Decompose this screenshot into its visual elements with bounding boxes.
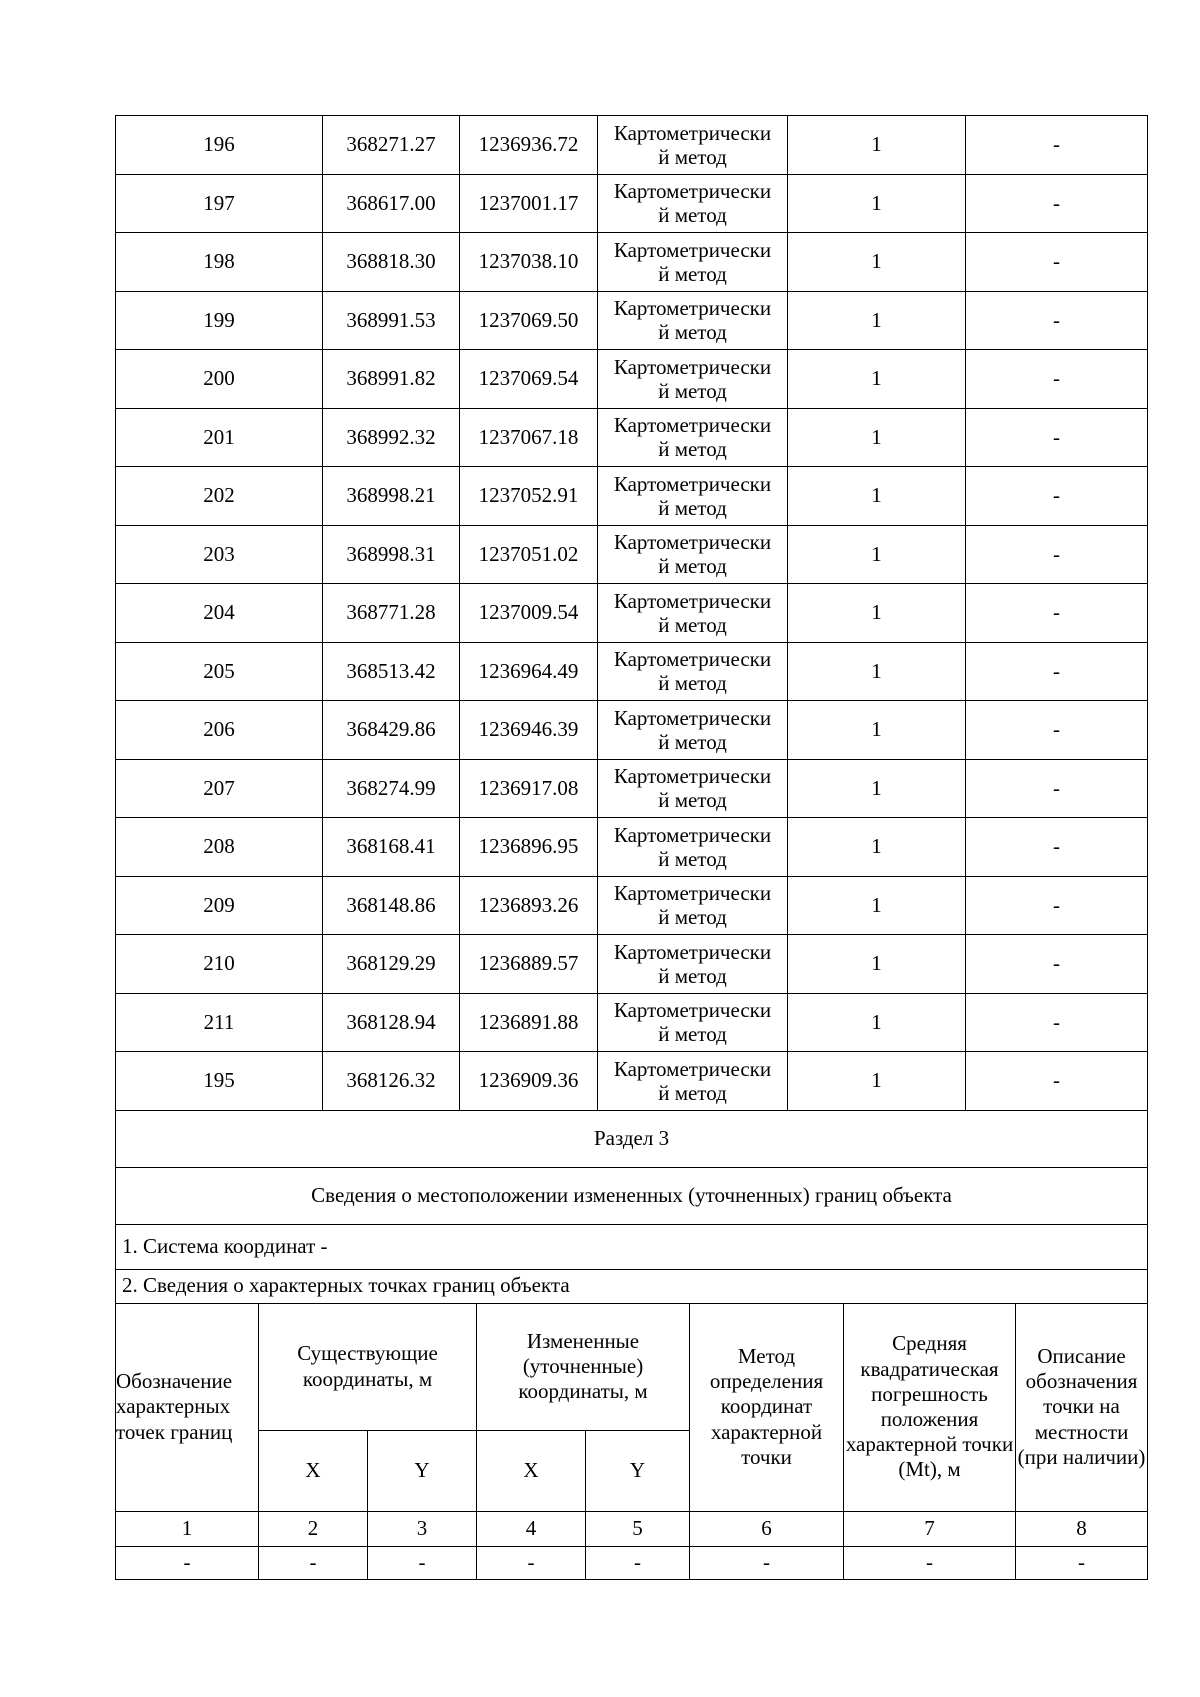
document-page (115, 115, 1147, 1580)
column-number: 4 (477, 1511, 586, 1546)
header-changed-x: X (477, 1430, 586, 1511)
table-row (116, 233, 1148, 292)
empty-cell: - (586, 1546, 690, 1579)
cell-x: 368128.94 (323, 993, 460, 1052)
empty-cell: - (259, 1546, 368, 1579)
header-existing-y: Y (368, 1430, 477, 1511)
points-info-label: 2. Сведения о характерных точках границ объекта (116, 1269, 1148, 1303)
method-line: Картометрически (613, 413, 772, 438)
table-row (116, 701, 1148, 760)
column-number: 7 (844, 1511, 1016, 1546)
cell-description: - (966, 993, 1148, 1052)
cell-x: 368168.41 (323, 818, 460, 877)
cell-point: 203 (116, 525, 323, 584)
method-line: Картометрически (613, 939, 772, 964)
cell-point: 196 (116, 116, 323, 175)
cell-x: 368771.28 (323, 584, 460, 643)
cell-y: 1237069.54 (460, 350, 598, 409)
table-row (116, 408, 1148, 467)
method-line: Картометрически (613, 647, 772, 672)
cell-point: 202 (116, 467, 323, 526)
method-line: Картометрически (613, 822, 772, 847)
cell-accuracy: 1 (788, 935, 966, 994)
method-line: Картометрически (613, 705, 772, 730)
cell-point: 209 (116, 876, 323, 935)
method-line: Картометрически (613, 998, 772, 1023)
method-line: й метод (658, 320, 727, 345)
cell-accuracy: 1 (788, 233, 966, 292)
cell-y: 1237052.91 (460, 467, 598, 526)
cell-x: 368818.30 (323, 233, 460, 292)
column-numbers-row (116, 1511, 1148, 1546)
cell-method (598, 993, 788, 1052)
header-designation: Обозначение характерных точек границ (116, 1303, 259, 1511)
method-line: й метод (658, 905, 727, 930)
method-line: й метод (658, 788, 727, 813)
cell-point: 207 (116, 759, 323, 818)
cell-accuracy: 1 (788, 116, 966, 175)
cell-point: 198 (116, 233, 323, 292)
cell-y: 1237038.10 (460, 233, 598, 292)
method-line: й метод (658, 261, 727, 286)
cell-accuracy: 1 (788, 467, 966, 526)
cell-x: 368998.21 (323, 467, 460, 526)
cell-accuracy: 1 (788, 818, 966, 877)
method-line: й метод (658, 495, 727, 520)
cell-method (598, 876, 788, 935)
method-line: й метод (658, 378, 727, 403)
section3-table (115, 1111, 1148, 1580)
cell-description: - (966, 818, 1148, 877)
cell-point: 210 (116, 935, 323, 994)
table-row (116, 993, 1148, 1052)
cell-y: 1237001.17 (460, 174, 598, 233)
method-line: й метод (658, 1022, 727, 1047)
table-row (116, 876, 1148, 935)
method-line: й метод (658, 144, 727, 169)
method-line: Картометрически (613, 296, 772, 321)
cell-method (598, 935, 788, 994)
method-line: Картометрически (613, 471, 772, 496)
method-line: й метод (658, 963, 727, 988)
cell-point: 199 (116, 291, 323, 350)
header-method: Метод определения координат характерной точки (690, 1303, 844, 1511)
cell-description: - (966, 116, 1148, 175)
coordinates-table-body (116, 116, 1148, 1111)
method-line: Картометрически (613, 237, 772, 262)
column-number: 6 (690, 1511, 844, 1546)
table-row (116, 467, 1148, 526)
empty-cell: - (844, 1546, 1016, 1579)
cell-description: - (966, 233, 1148, 292)
table-row (116, 291, 1148, 350)
cell-accuracy: 1 (788, 1052, 966, 1111)
cell-accuracy: 1 (788, 701, 966, 760)
cell-point: 206 (116, 701, 323, 760)
cell-y: 1236936.72 (460, 116, 598, 175)
cell-x: 368126.32 (323, 1052, 460, 1111)
cell-y: 1236893.26 (460, 876, 598, 935)
cell-y: 1237009.54 (460, 584, 598, 643)
cell-point: 208 (116, 818, 323, 877)
cell-x: 368992.32 (323, 408, 460, 467)
cell-accuracy: 1 (788, 408, 966, 467)
cell-description: - (966, 759, 1148, 818)
cell-x: 368991.53 (323, 291, 460, 350)
column-number: 5 (586, 1511, 690, 1546)
method-line: Картометрически (613, 1056, 772, 1081)
empty-cell: - (1016, 1546, 1148, 1579)
method-line: Картометрически (613, 764, 772, 789)
cell-x: 368148.86 (323, 876, 460, 935)
method-line: й метод (658, 671, 727, 696)
table-row (116, 584, 1148, 643)
cell-y: 1237067.18 (460, 408, 598, 467)
cell-method (598, 116, 788, 175)
cell-point: 201 (116, 408, 323, 467)
cell-accuracy: 1 (788, 584, 966, 643)
empty-cell: - (368, 1546, 477, 1579)
cell-y: 1237069.50 (460, 291, 598, 350)
cell-description: - (966, 467, 1148, 526)
table-row (116, 1052, 1148, 1111)
cell-method (598, 701, 788, 760)
header-existing-coords: Существующие координаты, м (259, 1303, 477, 1430)
method-line: й метод (658, 612, 727, 637)
column-number: 8 (1016, 1511, 1148, 1546)
table-row (116, 759, 1148, 818)
cell-description: - (966, 408, 1148, 467)
method-line: Картометрически (613, 354, 772, 379)
method-line: й метод (658, 729, 727, 754)
cell-y: 1236891.88 (460, 993, 598, 1052)
cell-y: 1236889.57 (460, 935, 598, 994)
method-line: Картометрически (613, 588, 772, 613)
column-number: 1 (116, 1511, 259, 1546)
cell-method (598, 525, 788, 584)
table-row (116, 818, 1148, 877)
cell-point: 205 (116, 642, 323, 701)
cell-description: - (966, 701, 1148, 760)
column-number: 2 (259, 1511, 368, 1546)
cell-method (598, 408, 788, 467)
empty-cell: - (116, 1546, 259, 1579)
cell-method (598, 291, 788, 350)
cell-description: - (966, 1052, 1148, 1111)
cell-x: 368513.42 (323, 642, 460, 701)
method-line: Картометрически (613, 530, 772, 555)
table-row (116, 525, 1148, 584)
cell-description: - (966, 642, 1148, 701)
cell-description: - (966, 584, 1148, 643)
cell-accuracy: 1 (788, 876, 966, 935)
header-changed-coords: Измененные (уточненные) координаты, м (477, 1303, 690, 1430)
cell-method (598, 584, 788, 643)
cell-x: 368271.27 (323, 116, 460, 175)
cell-method (598, 467, 788, 526)
cell-accuracy: 1 (788, 759, 966, 818)
method-line: й метод (658, 1080, 727, 1105)
table-row (116, 350, 1148, 409)
cell-description: - (966, 876, 1148, 935)
table-row (116, 116, 1148, 175)
cell-y: 1236896.95 (460, 818, 598, 877)
cell-point: 197 (116, 174, 323, 233)
section-title: Раздел 3 (116, 1111, 1148, 1168)
method-line: Картометрически (613, 881, 772, 906)
cell-point: 200 (116, 350, 323, 409)
cell-accuracy: 1 (788, 642, 966, 701)
header-changed-y: Y (586, 1430, 690, 1511)
cell-description: - (966, 291, 1148, 350)
table-row (116, 935, 1148, 994)
cell-description: - (966, 350, 1148, 409)
table-row (116, 174, 1148, 233)
cell-accuracy: 1 (788, 291, 966, 350)
cell-method (598, 233, 788, 292)
cell-y: 1236909.36 (460, 1052, 598, 1111)
cell-description: - (966, 935, 1148, 994)
cell-method (598, 174, 788, 233)
cell-accuracy: 1 (788, 993, 966, 1052)
method-line: й метод (658, 846, 727, 871)
cell-accuracy: 1 (788, 525, 966, 584)
coord-system-label: 1. Система координат - (116, 1224, 1148, 1269)
cell-accuracy: 1 (788, 174, 966, 233)
coordinates-table (115, 115, 1148, 1111)
column-number: 3 (368, 1511, 477, 1546)
cell-y: 1237051.02 (460, 525, 598, 584)
cell-y: 1236917.08 (460, 759, 598, 818)
cell-point: 195 (116, 1052, 323, 1111)
cell-method (598, 818, 788, 877)
cell-x: 368991.82 (323, 350, 460, 409)
table-row (116, 642, 1148, 701)
cell-method (598, 759, 788, 818)
empty-cell: - (690, 1546, 844, 1579)
cell-x: 368129.29 (323, 935, 460, 994)
empty-cell: - (477, 1546, 586, 1579)
method-line: й метод (658, 554, 727, 579)
header-description: Описание обозначения точки на местности (при наличии) (1016, 1303, 1148, 1511)
empty-data-row (116, 1546, 1148, 1579)
cell-method (598, 350, 788, 409)
cell-y: 1236964.49 (460, 642, 598, 701)
cell-description: - (966, 174, 1148, 233)
cell-point: 211 (116, 993, 323, 1052)
cell-description: - (966, 525, 1148, 584)
method-line: Картометрически (613, 179, 772, 204)
method-line: й метод (658, 203, 727, 228)
cell-x: 368429.86 (323, 701, 460, 760)
cell-x: 368617.00 (323, 174, 460, 233)
method-line: й метод (658, 437, 727, 462)
method-line: Картометрически (613, 120, 772, 145)
cell-x: 368998.31 (323, 525, 460, 584)
cell-method (598, 1052, 788, 1111)
cell-point: 204 (116, 584, 323, 643)
section-subtitle: Сведения о местоположении измененных (уточненных) границ объекта (116, 1167, 1148, 1224)
cell-x: 368274.99 (323, 759, 460, 818)
header-accuracy: Средняя квадратическая погрешность положения характерной точки (Mt), м (844, 1303, 1016, 1511)
cell-method (598, 642, 788, 701)
cell-y: 1236946.39 (460, 701, 598, 760)
cell-accuracy: 1 (788, 350, 966, 409)
header-existing-x: X (259, 1430, 368, 1511)
